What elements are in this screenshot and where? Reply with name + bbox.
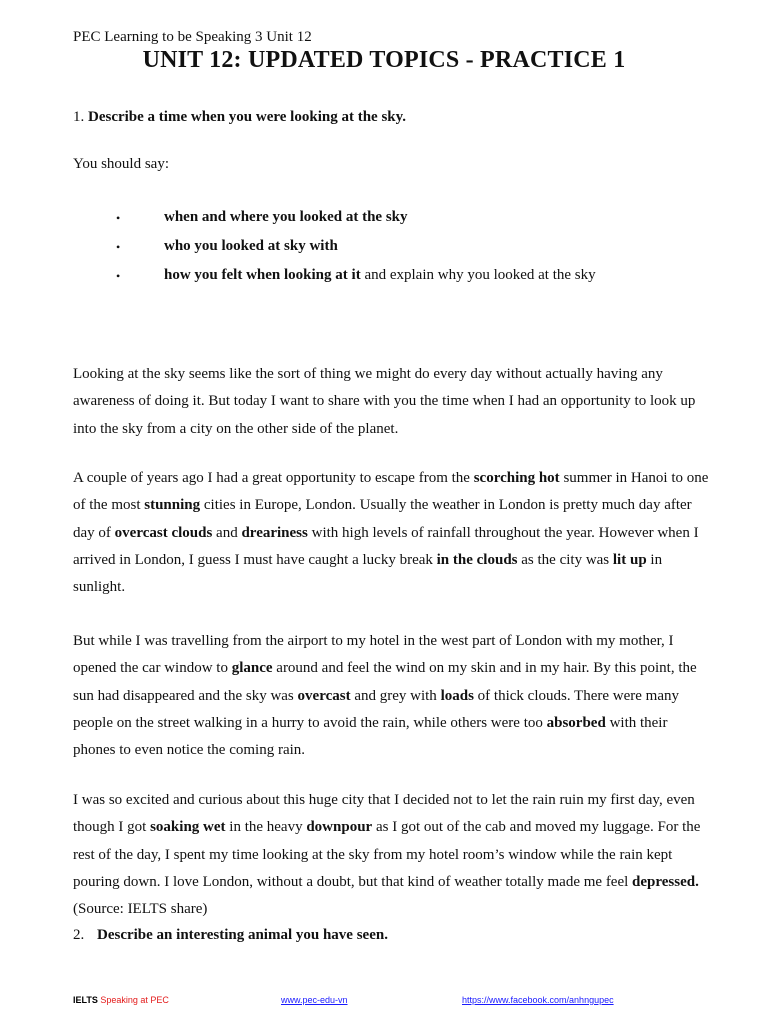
bullet-list (0, 209, 768, 296)
vocab-term: lit up (612, 551, 647, 568)
bullet-rest: and explain why you looked at the sky (360, 267, 596, 283)
vocab-term: depressed. (632, 873, 699, 890)
vocab-term: glance (231, 660, 273, 677)
page-header: PEC Learning to be Speaking 3 Unit 12 (73, 29, 312, 45)
paragraph-text: A couple of years ago I had a great opportunity to escape from the (73, 470, 474, 486)
vocab-term: in the clouds (436, 551, 518, 568)
footer-facebook-link[interactable]: https://www.facebook.com/anhngupec (462, 995, 614, 1005)
you-should-say: You should say: (73, 156, 169, 172)
paragraph-text: I was so excited and curious about this huge city that I decided not to let the rain ruin my first day, even though I got (73, 792, 695, 836)
paragraph-text: and (212, 524, 242, 541)
footer-brand (73, 995, 169, 1005)
paragraph-text: in the heavy (225, 819, 307, 836)
paragraph-text: as I got out of the cab and moved my luggage. For the rest of the day, I spent my time looking at the sky from my hotel room’s window while the rain kept pouring down. I love London, without a doubt, but that kind of weather totally made me feel (73, 819, 701, 890)
paragraph-text: Looking at the sky seems like the sort of thing we might do every day without actually having any awareness of doing it. But today I want to share with you the time when I had an opportunity to look up into the sky from a city on the other side of the planet. (73, 366, 696, 437)
paragraph-text: (Source: IELTS share) (73, 901, 208, 918)
bullet-icon: • (116, 269, 121, 283)
paragraph-text: But while I was travelling from the airport to my hotel in the west part of London with my mother, I opened the car window to (73, 633, 674, 677)
paragraph-text: of thick clouds. There were many people on the street walking in a hurry to avoid the rain, while others were too (73, 687, 679, 731)
bullet-item (0, 238, 768, 267)
question-1-text: Describe a time when you were looking at the sky. (88, 109, 407, 125)
paragraph-4 (73, 787, 713, 923)
vocab-term: downpour (306, 819, 373, 836)
paragraph-1 (73, 361, 713, 443)
question-2-number: 2. (73, 927, 85, 943)
vocab-term: overcast clouds (114, 524, 213, 541)
vocab-term: soaking wet (150, 819, 226, 836)
bullet-icon: • (116, 240, 121, 254)
paragraph-text: summer in Hanoi to one of the most (73, 470, 709, 514)
bullet-item (0, 209, 768, 238)
page-footer (0, 995, 768, 1009)
page-title: UNIT 12: UPDATED TOPICS - PRACTICE 1 (142, 47, 626, 73)
paragraph-text: as the city was (517, 551, 613, 568)
vocab-term: dreariness (241, 524, 308, 541)
bullet-item (0, 267, 768, 296)
bullet-bold: who you looked at sky with (164, 238, 338, 254)
paragraph-text: in sunlight. (73, 551, 663, 596)
bullet-bold: how you felt when looking at it (164, 267, 361, 283)
question-1-number: 1. (73, 109, 85, 125)
paragraph-text: around and feel the wind on my skin and in my hair. By this point, the sun had disappeared and the sky was (73, 660, 697, 704)
bullet-bold: when and where you looked at the sky (164, 209, 408, 225)
footer-website-link[interactable]: www.pec-edu-vn (281, 995, 348, 1005)
vocab-term: absorbed (546, 714, 606, 731)
footer-brand-speaking: Speaking at PEC (100, 995, 169, 1005)
question-2-text: Describe an interesting animal you have seen. (97, 927, 388, 943)
question-1 (73, 109, 406, 126)
paragraph-3 (73, 628, 713, 764)
paragraph-text: with high levels of rainfall throughout the year. However when I arrived in London, I guess I must have caught a lucky break (73, 524, 699, 568)
bullet-icon: • (116, 211, 121, 225)
paragraph-2 (73, 465, 713, 601)
question-2 (73, 927, 388, 944)
paragraph-text: and grey with (350, 687, 441, 704)
footer-brand-ielts: IELTS (73, 995, 98, 1005)
vocab-term: overcast (297, 687, 351, 704)
vocab-term: scorching hot (473, 470, 560, 486)
vocab-term: stunning (144, 497, 201, 514)
paragraph-text: cities in Europe, London. Usually the weather in London is pretty much day after day of (73, 497, 692, 541)
paragraph-text: with their phones to even notice the coming rain. (73, 714, 668, 759)
vocab-term: loads (440, 687, 474, 704)
